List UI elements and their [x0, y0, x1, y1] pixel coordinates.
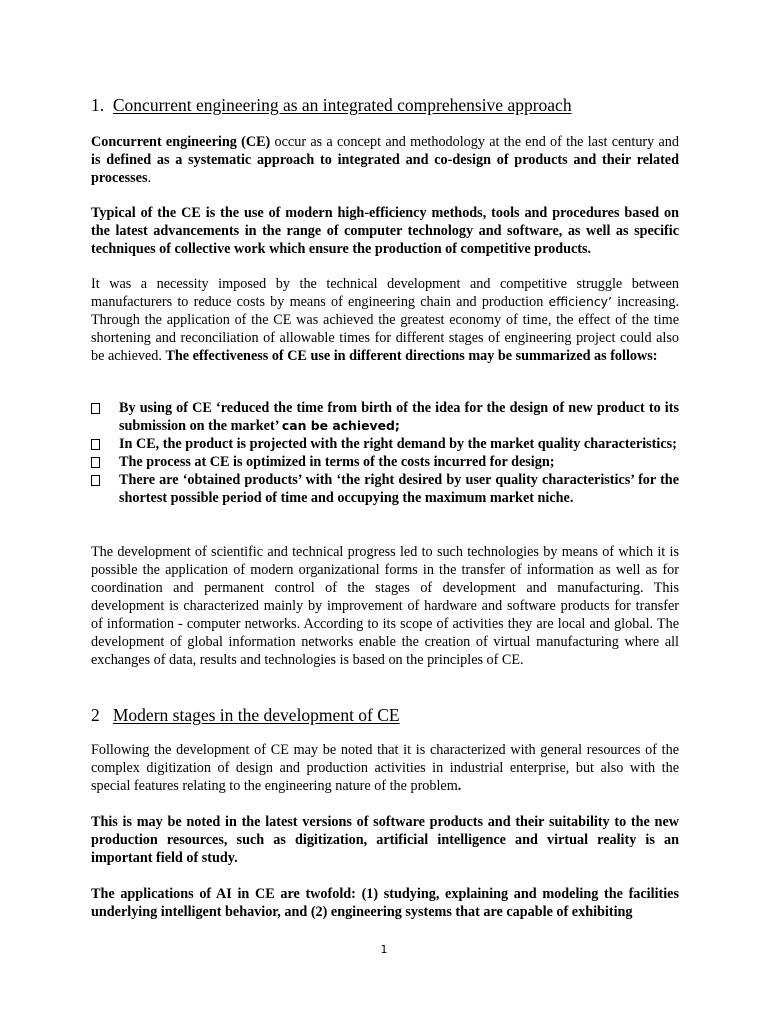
- efficiency-word: efficiency’: [548, 294, 612, 309]
- ce-definition-text: occur as a concept and methodology at the end of the last century and: [270, 134, 679, 150]
- paragraph-ai-applications: The applications of AI in CE are twofold: (1) studying, explaining and modeling the facilities underlying intelligent behavior, and (2) engineering systems that are capable of exhibiting: [91, 886, 679, 920]
- list-item-text: By using of CE ‘reduced the time from birth of the idea for the design of new product to its submission on the market’: [119, 400, 679, 434]
- section-2-heading: [91, 704, 400, 726]
- ce-term: Concurrent engineering (CE): [91, 134, 271, 150]
- list-item-text: There are ‘obtained products’ with ‘the right desired by user quality characteristics’ for the shortest possible period of time and occupying the maximum market niche.: [119, 472, 679, 506]
- paragraph-ce-definition: [91, 133, 679, 187]
- list-item: [91, 453, 679, 471]
- necessity-text-2: increasing. Through the application of the CE was achieved the greatest economy of time, the effect of the time shortening and reconciliation of allowable times for different stages of engineering project could also be achieved.: [91, 294, 679, 364]
- list-item: [91, 471, 679, 507]
- following-end: .: [457, 778, 462, 794]
- ce-definition-end: .: [147, 170, 152, 186]
- checkbox-icon: [91, 475, 100, 486]
- section-1-number: 1.: [91, 95, 105, 115]
- checkbox-icon: [91, 403, 100, 414]
- list-item-sans-text: can be achieved;: [281, 418, 400, 433]
- effectiveness-summary: The effectiveness of CE use in different directions may be summarized as follows:: [165, 348, 658, 364]
- list-item: [91, 435, 679, 453]
- paragraph-typical-ce: Typical of the CE is the use of modern high-efficiency methods, tools and procedures based on the latest advancements in the range of computer technology and software, as well as specific techniques of collective work which ensure the production of competitive products.: [91, 205, 679, 257]
- paragraph-software-products: This is may be noted in the latest versions of software products and their suitability to the new production resources, such as digitization, artificial intelligence and virtual reality is an important field of study.: [91, 814, 679, 866]
- following-text: Following the development of CE may be noted that it is characterized with general resources of the complex digitization of design and production activities in industrial enterprise, but also with the special features relating to the engineering nature of the problem: [91, 742, 679, 794]
- checkbox-icon: [91, 439, 100, 450]
- necessity-text: It was a necessity imposed by the technical development and competitive struggle between manufacturers to reduce costs by means of engineering chain and production: [91, 276, 679, 310]
- section-1-heading: [91, 94, 572, 116]
- checkbox-icon: [91, 457, 100, 468]
- list-item: [91, 399, 679, 435]
- section-1-title: Concurrent engineering as an integrated comprehensive approach: [112, 95, 572, 115]
- paragraph-necessity: [91, 275, 679, 365]
- paragraph-following: [91, 741, 679, 795]
- list-item-text: In CE, the product is projected with the right demand by the market quality characteristics;: [119, 436, 677, 452]
- page-number: 1: [380, 943, 388, 956]
- ce-definition-bold: is defined as a systematic approach to integrated and co-design of products and their related processes: [91, 152, 679, 186]
- effectiveness-list: [91, 399, 679, 507]
- list-item-text: The process at CE is optimized in terms of the costs incurred for design;: [119, 454, 555, 470]
- section-2-number: 2: [91, 705, 100, 725]
- section-2-title: Modern stages in the development of CE: [112, 705, 400, 725]
- paragraph-development: The development of scientific and technical progress led to such technologies by means of which it is possible the application of modern organizational forms in the transfer of information as well as for coordination and permanent control of the stages of development and manufacturing. This development is characterized mainly by improvement of hardware and software products for transfer of information - computer networks. According to its scope of activities they are local and global. The development of global information networks enable the creation of virtual manufacturing where all exchanges of data, results and technologies is based on the principles of CE.: [91, 544, 679, 668]
